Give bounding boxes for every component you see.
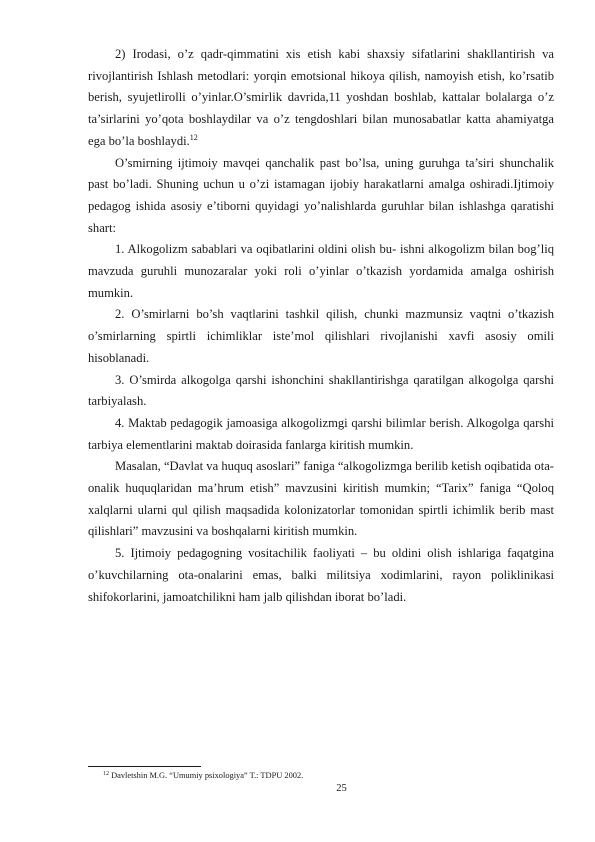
footnote-reference[interactable]: 12 <box>189 132 198 142</box>
paragraph-7: Masalan, “Davlat va huquq asoslari” faniga “alkogolizmga berilib ketish oqibatida ota-onalik huquqlaridan ma’hrum etish” mavzusini kiritish mumkin; “Tarix” faniga “Qoloq xalqlarni ularni qul qilish maqsadida kolonizatorlar tomonidan spirtli ichimlik berib mast qilishlari” mavzusini va boshqalarni kiritish mumkin. <box>88 459 554 539</box>
paragraph-4: 2. O’smirlarni bo’sh vaqtlarini tashkil qilish, chunki mazmunsiz vaqtni o’tkazish o’smirlarning spirtli ichimliklar iste’mol qilishlari rivojlanishi xavfi asosiy omili hisoblanadi. <box>88 307 554 365</box>
page-number: 25 <box>336 783 347 794</box>
footnote-separator <box>88 766 201 767</box>
paragraph-3: 1. Alkogolizm sabablari va oqibatlarini oldini olish bu- ishni alkogolizm bilan bog’liq mavzuda guruhli munozaralar yoki roli o’yinlar o’tkazish yordamida amalga oshirish mumkin. <box>88 242 554 300</box>
footnote-text: Davletshin M.G. “Umumiy psixologiya” T.: TDPU 2002. <box>109 771 304 780</box>
page-body <box>88 44 554 608</box>
paragraph-5: 3. O’smirda alkogolga qarshi ishonchini shakllantirishga qaratilgan alkogolga qarshi tarbiyalash. <box>88 372 554 409</box>
paragraph-6: 4. Maktab pedagogik jamoasiga alkogolizmgi qarshi bilimlar berish. Alkogolga qarshi tarbiya elementlarini maktab doirasida fanlarga kiritish mumkin. <box>88 415 554 452</box>
paragraph-2: O’smirning ijtimoiy mavqei qanchalik past bo’lsa, uning guruhga ta’siri shunchalik past bo’ladi. Shuning uchun u o’zi istamagan ijobiy harakatlarni amalga oshiradi.Ijtimoiy pedagog ishida asosiy e’tiborni quyidagi yo’nalishlarda guruhlar bilan ishlashga qaratishi shart: <box>88 155 554 235</box>
paragraph-text: 2) Irodasi, o’z qadr-qimmatini xis etish kabi shaxsiy sifatlarini shakllantirish va rivojlantirish Ishlash metodlari: yorqin emotsional hikoya qilish, namoyish etish, ko’rsatib berish, syujetlirolli o’yinlar.O’smirlik davrida,11 yoshdan boshlab, kattalar bolalarga o’z ta’sirlarini yo’qota boshlaydilar va o’z tengdoshlari bilan munosabatlar katta ahamiyatga ega bo’la boshlaydi. <box>88 47 554 148</box>
footnote-number: 12 <box>103 771 109 777</box>
footnote <box>103 770 303 781</box>
paragraph-1 <box>88 44 554 153</box>
paragraph-8: 5. Ijtimoiy pedagogning vositachilik faoliyati – bu oldini olish ishlariga faqatgina o’kuvchilarning ota-onalarini emas, balki militsiya xodimlarini, rayon poliklinikasi shifokorlarini, jamoatchilikni ham jalb qilishdan iborat bo’ladi. <box>88 546 554 604</box>
